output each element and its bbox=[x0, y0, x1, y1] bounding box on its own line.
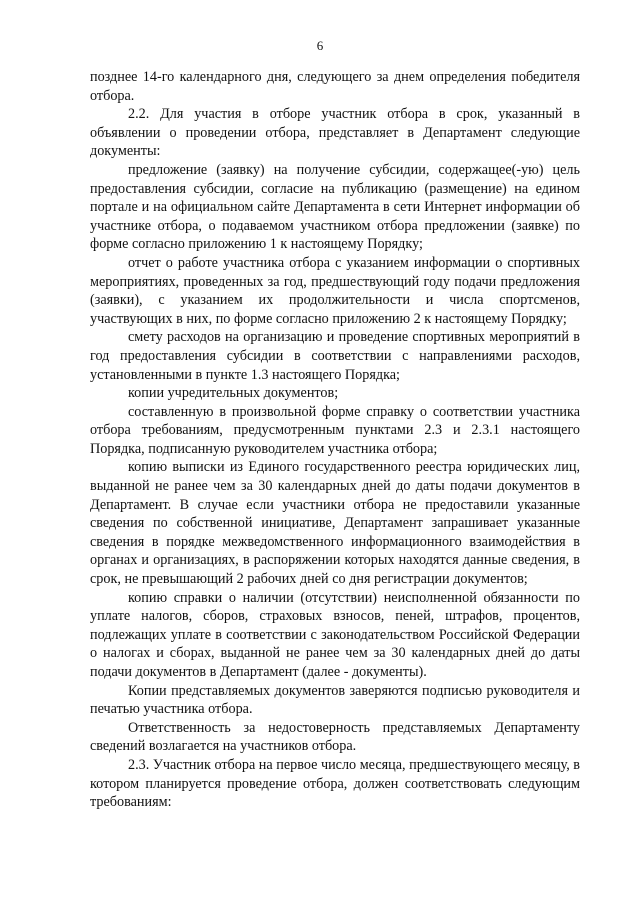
paragraph-2-2: 2.2. Для участия в отборе участник отбора в срок, указанный в объявлении о проведении отбора, представляет в Департамент следующие документы: bbox=[90, 106, 580, 160]
paragraph-copies-certification: Копии представляемых документов заверяются подписью руководителя и печатью участника отбора. bbox=[90, 682, 580, 718]
paragraph-founding-documents: копии учредительных документов; bbox=[128, 385, 339, 402]
paragraph-compliance-certificate: составленную в произвольной форме справку о соответствии участника отбора требованиям, предусмотренным пунктами 2.3 и 2.3.1 настоящего Порядка, подписанную руководителем участника отбора; bbox=[90, 403, 580, 457]
paragraph-continuation: позднее 14-го календарного дня, следующего за днем определения победителя отбора. bbox=[90, 69, 580, 104]
paragraph-responsibility: Ответственность за недостоверность представляемых Департаменту сведений возлагается на участников отбора. bbox=[90, 719, 580, 755]
paragraph-estimate: смету расходов на организацию и проведение спортивных мероприятий в год предоставления субсидии в соответствии с направлениями расходов, установленными в пункте 1.3 настоящего Порядка; bbox=[90, 329, 580, 383]
paragraph-tax-certificate: копию справки о наличии (отсутствии) неисполненной обязанности по уплате налогов, сборов, страховых взносов, пеней, штрафов, процентов, подлежащих уплате в соответствии с законодательством Российской Федерации о налогах и сборах, выданной не ранее чем за 30 календарных дней до даты подачи документов в Департамент (далее - документы). bbox=[90, 589, 580, 680]
paragraph-registry-extract: копию выписки из Единого государственного реестра юридических лиц, выданной не ранее чем за 30 календарных дней до даты подачи документов в Департамент. В случае если участники отбора не предоставили указанные сведения по собственной инициативе, Департамент запрашивает указанные сведения в порядке межведомственного информационного взаимодействия в органах и организациях, в распоряжении которых находятся данные сведения, в срок, не превышающий 2 рабочих дней со дня регистрации документов; bbox=[90, 459, 580, 588]
page-number: 6 bbox=[316, 38, 324, 53]
paragraph-application: предложение (заявку) на получение субсидии, содержащее(-ую) цель предоставления субсидии, согласие на публикацию (размещение) на едином портале и на официальном сайте Департамента в сети Интернет информации об участнике отбора, о подаваемом участником отбора предложении (заявке) по форме согласно приложению 1 к настоящему Порядку; bbox=[90, 161, 580, 253]
document-body bbox=[90, 68, 580, 812]
paragraph-2-3: 2.3. Участник отбора на первое число месяца, предшествующего месяцу, в котором планируется проведение отбора, должен соответствовать следующим требованиям: bbox=[90, 756, 580, 811]
paragraph-report: отчет о работе участника отбора с указанием информации о спортивных мероприятиях, проведенных за год, предшествующий году подачи предложения (заявки), с указанием их продолжительности и числа спортсменов, участвующих в них, по форме согласно приложению 2 к настоящему Порядку; bbox=[90, 254, 580, 327]
